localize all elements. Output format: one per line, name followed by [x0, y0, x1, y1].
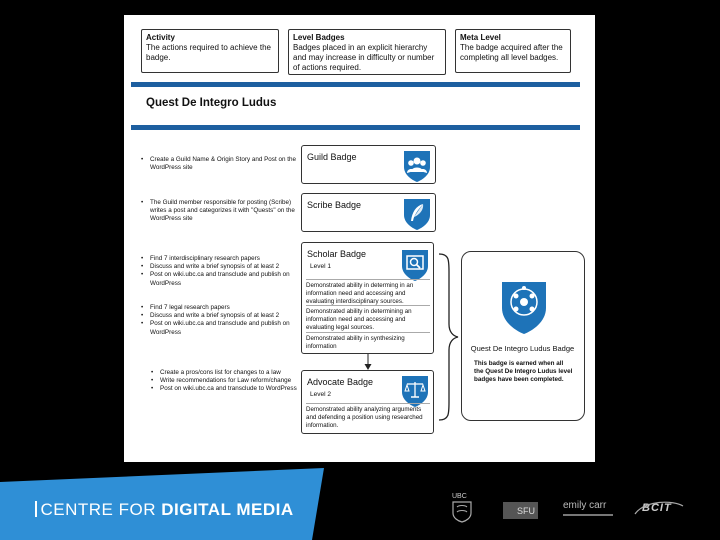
list-item: • Create a pros/cons list for changes to a law [157, 369, 307, 377]
emily-carr-underline [563, 514, 613, 516]
outcome-text: Demonstrated ability in synthesizing information [306, 335, 405, 350]
list-item: • Post on wiki.ubc.ca and transclude and publish on WordPress [147, 320, 307, 336]
legend-title: Level Badges [293, 33, 345, 42]
diagram-title: Quest De Integro Ludus [146, 97, 277, 109]
divider-bar [131, 82, 580, 87]
list-item: • Discuss and write a brief synopsis of at least 2 [147, 263, 307, 271]
list-item: • Post on wiki.ubc.ca and transclude to WordPress [157, 385, 307, 393]
magnifier-icon [400, 248, 430, 282]
outcome-text: Demonstrated ability in determining an information need and accessing and evaluating legal sources. [306, 308, 412, 331]
advocate-badge-box [301, 370, 434, 434]
list-item: • Write recommendations for Law reform/change [157, 377, 307, 385]
quill-icon [402, 197, 432, 231]
meta-badge-box [461, 251, 585, 421]
brand-bar [35, 501, 37, 517]
scholar-badge-box [301, 242, 434, 354]
legend-text: Badges placed in an explicit hierarchy and may increase in difficulty or number of actions required. [293, 43, 435, 72]
badge-name: Advocate Badge [307, 377, 374, 387]
badge-name: Guild Badge [307, 152, 357, 162]
list-item: • Find 7 legal research papers [147, 304, 307, 312]
legend-activity [141, 29, 279, 73]
list-item: • Create a Guild Name & Origin Story and Post on the WordPress site [147, 156, 307, 172]
guild-badge-box [301, 145, 436, 184]
divider [306, 279, 430, 280]
badge-level: Level 2 [310, 391, 331, 398]
outcome-text: Demonstrated ability in determing in an information need and accessing and evaluating interdisciplinary sources. [306, 282, 414, 305]
divider-bar [131, 125, 580, 130]
emily-carr-logo: emily carr [563, 500, 607, 511]
list-item: • Find 7 interdisciplinary research papers [147, 255, 307, 263]
legend-text: The badge acquired after the completing all level badges. [460, 43, 563, 62]
divider [306, 305, 430, 306]
list-item: • The Guild member responsible for posting (Scribe) writes a post and categorizes it with "Quests" on the WordPress site [147, 199, 307, 224]
bcit-logo: BCIT [642, 502, 672, 514]
divider [306, 332, 430, 333]
badge-name: Scribe Badge [307, 200, 362, 210]
list-item: • Post on wiki.ubc.ca and transclude and publish on WordPress [147, 271, 307, 287]
outcome-text: Demonstrated ability analyzing arguments and defending a position using researched information. [306, 406, 423, 429]
legend-level-badges [288, 29, 446, 75]
meta-badge-icon [500, 280, 548, 336]
activity-scholar-2 [139, 304, 307, 337]
brand-light: CENTRE FOR [40, 500, 162, 519]
activity-scholar-1 [139, 255, 307, 288]
list-item: • Discuss and write a brief synopsis of at least 2 [147, 312, 307, 320]
ubc-logo-text: UBC [452, 493, 467, 500]
arrow-down-icon [363, 354, 373, 370]
activity-guild [139, 156, 307, 172]
brand-bold: DIGITAL MEDIA [161, 500, 294, 519]
legend-title: Meta Level [460, 33, 501, 42]
diagram-panel [124, 15, 595, 462]
divider [306, 403, 430, 404]
badge-level: Level 1 [310, 263, 331, 270]
bcit-logo-icon [633, 498, 685, 520]
legend-meta-level [455, 29, 571, 73]
group-icon [402, 149, 432, 183]
sfu-logo [503, 502, 538, 519]
brand-wordmark [35, 500, 294, 520]
scribe-badge-box [301, 193, 436, 232]
activity-advocate [149, 369, 307, 394]
curly-brace [437, 252, 459, 422]
meta-badge-name: Quest De Integro Ludus Badge [470, 344, 575, 353]
legend-text: The actions required to achieve the badge. [146, 43, 271, 62]
meta-badge-note: This badge is earned when all the Quest De Integro Ludus level badges have been completed. [474, 360, 573, 383]
legend-title: Activity [146, 33, 175, 42]
activity-scribe [139, 199, 307, 224]
sfu-logo-text: SFU [517, 506, 535, 516]
badge-name: Scholar Badge [307, 249, 367, 259]
